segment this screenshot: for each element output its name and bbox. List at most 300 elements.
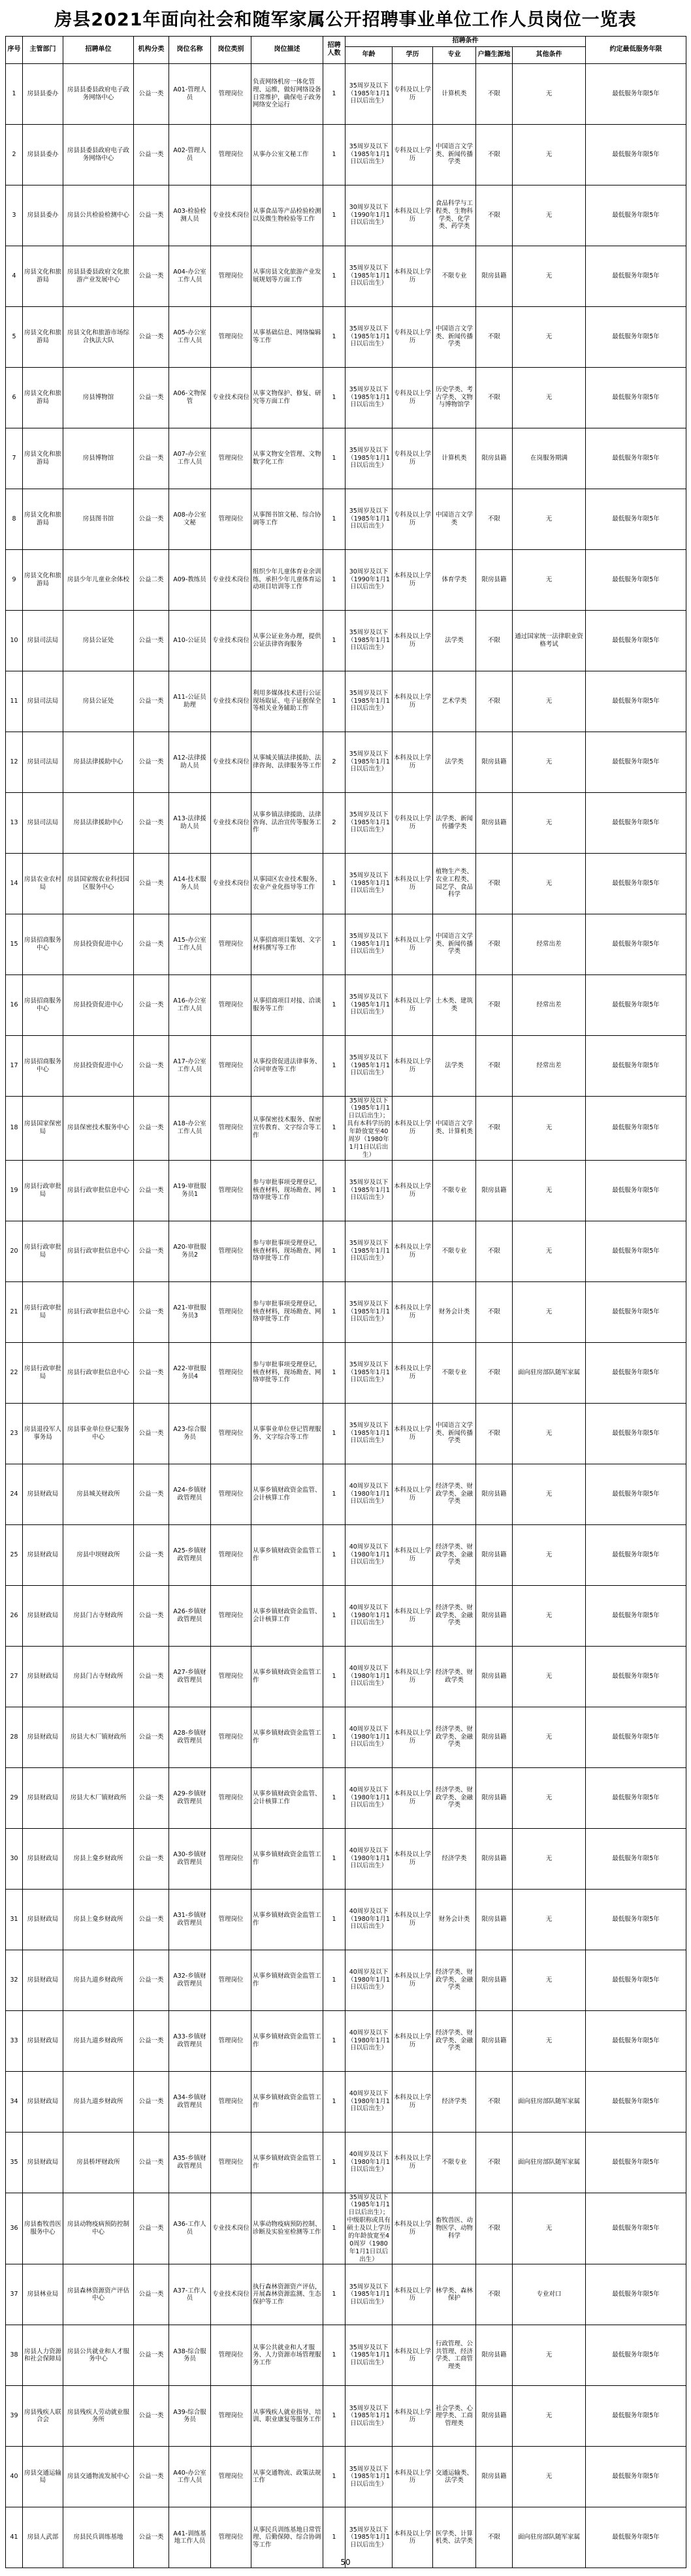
- cell-age: 40周岁及以下（1980年1月1日以后出生）: [346, 1889, 393, 1950]
- cell-unit: 房县博物馆: [63, 367, 134, 428]
- cell-post-name: A22-审批服务员4: [169, 1342, 211, 1403]
- cell-unit: 房县九道乡财政所: [63, 2071, 134, 2132]
- cell-post-cat: 管理岗位: [211, 1524, 251, 1585]
- cell-age: 35周岁及以下（1985年1月1日以后出生）；具有本科学历的年龄放宽至40周岁（1980年1月1日以后出生）: [346, 1096, 393, 1160]
- cell-major: 经济学类、财政学类、金融学类: [433, 1585, 476, 1646]
- cell-age: 35周岁及以下（1985年1月1日以后出生）: [346, 2447, 393, 2507]
- cell-edu: 本科及以上学历: [393, 2325, 433, 2386]
- table-row: [6, 1707, 686, 1767]
- cell-seq: 10: [6, 610, 23, 671]
- cell-edu: 本科及以上学历: [393, 1221, 433, 1281]
- cell-age: 35周岁及以下（1985年1月1日以后出生）: [346, 671, 393, 732]
- cell-count: 1: [323, 1767, 346, 1828]
- cell-dept: 房县行政审批局: [23, 1160, 63, 1221]
- cell-post-name: A36-工作人员: [169, 2193, 211, 2264]
- cell-dept: 房县招商服务中心: [23, 974, 63, 1035]
- cell-min-years: 最低服务年限5年: [586, 63, 686, 124]
- cell-count: 1: [323, 1221, 346, 1281]
- cell-dept: 房县财政局: [23, 1950, 63, 2010]
- cell-age: 35周岁及以下（1985年1月1日以后出生）: [346, 367, 393, 428]
- cell-post-name: A18-办公室工作人员: [169, 1096, 211, 1160]
- cell-age: 35周岁及以下（1985年1月1日以后出生）: [346, 2507, 393, 2568]
- cell-major: 不限专业: [433, 1221, 476, 1281]
- cell-min-years: 最低服务年限5年: [586, 1524, 686, 1585]
- cell-age: 35周岁及以下（1985年1月1日以后出生）: [346, 914, 393, 974]
- cell-dept: 房县财政局: [23, 1767, 63, 1828]
- cell-unit: 房县森林资源资产评估中心: [63, 2264, 134, 2325]
- cell-post-name: A25-乡镇财政管理员: [169, 1524, 211, 1585]
- cell-post-cat: 管理岗位: [211, 246, 251, 306]
- cell-unit: 房县公证处: [63, 610, 134, 671]
- cell-major: 经济学类: [433, 1828, 476, 1889]
- cell-post-name: A23-综合服务员: [169, 1403, 211, 1464]
- cell-edu: 本科及以上学历: [393, 2193, 433, 2264]
- cell-unit-type: 公益一类: [134, 1767, 169, 1828]
- cell-post-cat: 管理岗位: [211, 2386, 251, 2447]
- cell-major: 法学类: [433, 1035, 476, 1096]
- cell-desc: 组织少年儿童体育业余训练，承担少年儿童体育运动项目培训等工作: [251, 549, 323, 610]
- cell-min-years: 最低服务年限5年: [586, 671, 686, 732]
- cell-other: 面向驻房部队随军家属: [513, 2507, 586, 2568]
- cell-count: 1: [323, 671, 346, 732]
- cell-desc: 从事乡镇财政资金监管工作: [251, 2010, 323, 2071]
- cell-post-cat: 管理岗位: [211, 489, 251, 549]
- cell-other: 无: [513, 549, 586, 610]
- cell-unit: 房县桥坪财政所: [63, 2132, 134, 2193]
- cell-min-years: 最低服务年限5年: [586, 1889, 686, 1950]
- cell-post-cat: 管理岗位: [211, 1035, 251, 1096]
- cell-dept: 房县文化和旅游局: [23, 549, 63, 610]
- cell-post-cat: 管理岗位: [211, 1281, 251, 1342]
- cell-edu: 本科及以上学历: [393, 2507, 433, 2568]
- cell-count: 1: [323, 1096, 346, 1160]
- cell-min-years: 最低服务年限5年: [586, 246, 686, 306]
- cell-edu: 本科及以上学历: [393, 1035, 433, 1096]
- cell-post-name: A08-办公室文秘: [169, 489, 211, 549]
- cell-huji: 不限: [476, 306, 513, 367]
- cell-other: 无: [513, 792, 586, 853]
- cell-unit-type: 公益一类: [134, 1221, 169, 1281]
- cell-other: 无: [513, 1889, 586, 1950]
- cell-seq: 38: [6, 2325, 23, 2386]
- cell-min-years: 最低服务年限5年: [586, 2193, 686, 2264]
- table-row: [6, 367, 686, 428]
- cell-desc: 从事乡镇财政资金监管工作: [251, 2132, 323, 2193]
- cell-unit-type: 公益一类: [134, 2447, 169, 2507]
- cell-major: 不限专业: [433, 1160, 476, 1221]
- cell-unit: 房县行政审批信息中心: [63, 1221, 134, 1281]
- cell-post-cat: 管理岗位: [211, 1160, 251, 1221]
- cell-unit-type: 公益一类: [134, 1524, 169, 1585]
- cell-major: 林学类、森林保护: [433, 2264, 476, 2325]
- cell-unit: 房县投资促进中心: [63, 1035, 134, 1096]
- cell-other: 经常出差: [513, 974, 586, 1035]
- cell-edu: 专科及以上学历: [393, 367, 433, 428]
- cell-huji: 限房县籍: [476, 1707, 513, 1767]
- cell-other: 无: [513, 63, 586, 124]
- cell-post-name: A28-乡镇财政管理员: [169, 1707, 211, 1767]
- cell-huji: 限房县籍: [476, 2447, 513, 2507]
- cell-desc: 从事乡镇财政资金监管、会计核算工作: [251, 1464, 323, 1524]
- cell-age: 35周岁及以下（1985年1月1日以后出生）；中级职称或具有硕士及以上学历的年龄放宽至40周岁（1980年1月1日以后出生）: [346, 2193, 393, 2264]
- cell-post-cat: 专业技术岗位: [211, 185, 251, 246]
- cell-major: 中国语言文学类: [433, 489, 476, 549]
- header-unit-type: 机构分类: [134, 37, 169, 64]
- cell-post-cat: 管理岗位: [211, 1221, 251, 1281]
- cell-min-years: 最低服务年限5年: [586, 914, 686, 974]
- cell-major: 食品科学与工程类、生物科学类、化学类、药学类: [433, 185, 476, 246]
- cell-other: 面向驻房部队随军家属: [513, 2071, 586, 2132]
- cell-edu: 本科及以上学历: [393, 1707, 433, 1767]
- cell-post-cat: 专业技术岗位: [211, 671, 251, 732]
- cell-other: 无: [513, 1403, 586, 1464]
- cell-age: 35周岁及以下（1985年1月1日以后出生）: [346, 2386, 393, 2447]
- table-row: [6, 853, 686, 914]
- cell-min-years: 最低服务年限5年: [586, 185, 686, 246]
- cell-min-years: 最低服务年限5年: [586, 2507, 686, 2568]
- cell-count: 1: [323, 2264, 346, 2325]
- cell-unit-type: 公益一类: [134, 792, 169, 853]
- table-row: [6, 2010, 686, 2071]
- cell-age: 40周岁及以下（1980年1月1日以后出生）: [346, 1767, 393, 1828]
- cell-unit-type: 公益一类: [134, 2132, 169, 2193]
- cell-unit-type: 公益一类: [134, 1889, 169, 1950]
- cell-other: 无: [513, 2193, 586, 2264]
- cell-post-cat: 管理岗位: [211, 428, 251, 489]
- cell-post-cat: 专业技术岗位: [211, 792, 251, 853]
- table-row: [6, 1646, 686, 1707]
- table-row: [6, 63, 686, 124]
- cell-dept: 房县残疾人联合会: [23, 2386, 63, 2447]
- cell-count: 1: [323, 1281, 346, 1342]
- cell-unit-type: 公益一类: [134, 1403, 169, 1464]
- cell-huji: 限房县籍: [476, 1767, 513, 1828]
- cell-huji: 不限: [476, 1403, 513, 1464]
- cell-post-cat: 管理岗位: [211, 1342, 251, 1403]
- header-min-years: 约定最低服务年限: [586, 37, 686, 64]
- cell-other: 无: [513, 2325, 586, 2386]
- cell-edu: 专科及以上学历: [393, 428, 433, 489]
- page-title: 房县2021年面向社会和随军家属公开招聘事业单位工作人员岗位一览表: [54, 10, 637, 30]
- table-row: [6, 1828, 686, 1889]
- cell-other: 无: [513, 185, 586, 246]
- cell-other: 无: [513, 1221, 586, 1281]
- cell-huji: 不限: [476, 610, 513, 671]
- cell-dept: 房县财政局: [23, 1889, 63, 1950]
- cell-seq: 37: [6, 2264, 23, 2325]
- cell-edu: 本科及以上学历: [393, 2386, 433, 2447]
- cell-huji: 不限: [476, 1342, 513, 1403]
- cell-huji: 限房县籍: [476, 732, 513, 792]
- cell-unit: 房县保密技术服务中心: [63, 1096, 134, 1160]
- cell-min-years: 最低服务年限5年: [586, 974, 686, 1035]
- cell-count: 1: [323, 2386, 346, 2447]
- cell-unit-type: 公益一类: [134, 1646, 169, 1707]
- cell-count: 1: [323, 489, 346, 549]
- cell-post-cat: 管理岗位: [211, 2325, 251, 2386]
- cell-huji: 不限: [476, 367, 513, 428]
- cell-post-cat: 专业技术岗位: [211, 853, 251, 914]
- cell-unit-type: 公益一类: [134, 2264, 169, 2325]
- table-body: [6, 63, 686, 2568]
- cell-desc: 从事办公室文秘工作: [251, 124, 323, 185]
- cell-huji: 限房县籍: [476, 1524, 513, 1585]
- cell-huji: 不限: [476, 974, 513, 1035]
- cell-seq: 1: [6, 63, 23, 124]
- cell-post-cat: 管理岗位: [211, 306, 251, 367]
- header-other: 其他条件: [513, 46, 586, 63]
- cell-desc: 从事交通物流、政策法规工作: [251, 2447, 323, 2507]
- cell-unit-type: 公益一类: [134, 914, 169, 974]
- cell-seq: 33: [6, 2010, 23, 2071]
- cell-min-years: 最低服务年限5年: [586, 853, 686, 914]
- cell-dept: 房县财政局: [23, 1524, 63, 1585]
- header-unit: 招聘单位: [63, 37, 134, 64]
- cell-min-years: 最低服务年限5年: [586, 610, 686, 671]
- cell-age: 35周岁及以下（1985年1月1日以后出生）: [346, 1403, 393, 1464]
- cell-unit: 房县县委县政府电子政务网络中心: [63, 124, 134, 185]
- cell-unit: 房县公证处: [63, 671, 134, 732]
- cell-desc: 从事残疾人就业指导、培训、职业康复等服务工作: [251, 2386, 323, 2447]
- cell-age: 35周岁及以下（1985年1月1日以后出生）: [346, 1221, 393, 1281]
- cell-edu: 本科及以上学历: [393, 2447, 433, 2507]
- cell-huji: 限房县籍: [476, 428, 513, 489]
- cell-seq: 25: [6, 1524, 23, 1585]
- cell-age: 40周岁及以下（1980年1月1日以后出生）: [346, 2071, 393, 2132]
- cell-min-years: 最低服务年限5年: [586, 1342, 686, 1403]
- cell-unit: 房县上龛乡财政所: [63, 1828, 134, 1889]
- cell-huji: 不限: [476, 2507, 513, 2568]
- cell-unit: 房县行政审批信息中心: [63, 1281, 134, 1342]
- cell-unit-type: 公益一类: [134, 1707, 169, 1767]
- cell-other: 无: [513, 1524, 586, 1585]
- cell-post-name: A39-综合服务员: [169, 2386, 211, 2447]
- table-row: [6, 1096, 686, 1160]
- cell-huji: 不限: [476, 1096, 513, 1160]
- table-row: [6, 428, 686, 489]
- cell-edu: 本科及以上学历: [393, 1950, 433, 2010]
- cell-age: 35周岁及以下（1985年1月1日以后出生）: [346, 1281, 393, 1342]
- cell-huji: 不限: [476, 914, 513, 974]
- cell-unit-type: 公益一类: [134, 1464, 169, 1524]
- cell-count: 1: [323, 1707, 346, 1767]
- cell-age: 35周岁及以下（1985年1月1日以后出生）: [346, 306, 393, 367]
- table-row: [6, 124, 686, 185]
- cell-age: 35周岁及以下（1985年1月1日以后出生）: [346, 792, 393, 853]
- cell-post-name: A34-乡镇财政管理员: [169, 2071, 211, 2132]
- cell-count: 1: [323, 2507, 346, 2568]
- cell-age: 40周岁及以下（1980年1月1日以后出生）: [346, 1524, 393, 1585]
- cell-major: 中国语言文学类、新闻传播学类: [433, 914, 476, 974]
- cell-edu: 本科及以上学历: [393, 1767, 433, 1828]
- cell-edu: 本科及以上学历: [393, 1281, 433, 1342]
- cell-seq: 24: [6, 1464, 23, 1524]
- cell-edu: 本科及以上学历: [393, 914, 433, 974]
- cell-major: 历史学类、考古学类、文物与博物馆学: [433, 367, 476, 428]
- cell-unit: 房县博物馆: [63, 428, 134, 489]
- cell-dept: 房县国家保密局: [23, 1096, 63, 1160]
- cell-post-cat: 专业技术岗位: [211, 549, 251, 610]
- cell-edu: 本科及以上学历: [393, 1342, 433, 1403]
- cell-unit: 房县大木厂镇财政所: [63, 1707, 134, 1767]
- cell-unit-type: 公益一类: [134, 671, 169, 732]
- cell-edu: 专科及以上学历: [393, 489, 433, 549]
- cell-seq: 4: [6, 246, 23, 306]
- cell-huji: 限房县籍: [476, 549, 513, 610]
- cell-dept: 房县文化和旅游局: [23, 489, 63, 549]
- cell-desc: 从事城关镇法律援助、法律咨询、法律服务等工作: [251, 732, 323, 792]
- cell-age: 30周岁及以下（1990年1月1日以后出生）: [346, 549, 393, 610]
- cell-post-name: A20-审批服务员2: [169, 1221, 211, 1281]
- cell-age: 35周岁及以下（1985年1月1日以后出生）: [346, 2325, 393, 2386]
- cell-post-cat: 管理岗位: [211, 1096, 251, 1160]
- cell-unit-type: 公益一类: [134, 2010, 169, 2071]
- cell-dept: 房县财政局: [23, 2071, 63, 2132]
- cell-min-years: 最低服务年限5年: [586, 428, 686, 489]
- cell-edu: 专科及以上学历: [393, 124, 433, 185]
- cell-post-cat: 管理岗位: [211, 2071, 251, 2132]
- cell-huji: 限房县籍: [476, 1646, 513, 1707]
- cell-post-name: A07-办公室工作人员: [169, 428, 211, 489]
- cell-unit-type: 公益二类: [134, 549, 169, 610]
- cell-edu: 本科及以上学历: [393, 1403, 433, 1464]
- cell-count: 1: [323, 1524, 346, 1585]
- cell-post-name: A11-公证员助理: [169, 671, 211, 732]
- cell-edu: 本科及以上学历: [393, 1096, 433, 1160]
- cell-edu: 本科及以上学历: [393, 1585, 433, 1646]
- cell-major: 财务会计类: [433, 1889, 476, 1950]
- cell-huji: 限房县籍: [476, 792, 513, 853]
- cell-min-years: 最低服务年限5年: [586, 1160, 686, 1221]
- cell-post-name: A38-综合服务员: [169, 2325, 211, 2386]
- cell-desc: 从事乡镇财政资金监管、会计核算工作: [251, 1585, 323, 1646]
- cell-post-cat: 管理岗位: [211, 1828, 251, 1889]
- cell-dept: 房县文化和旅游局: [23, 246, 63, 306]
- cell-other: 无: [513, 246, 586, 306]
- cell-desc: 参与审批事项受理登记，核查材料，现场勘查、网络审批等工作: [251, 1221, 323, 1281]
- cell-count: 1: [323, 246, 346, 306]
- cell-post-name: A17-办公室工作人员: [169, 1035, 211, 1096]
- cell-other: 无: [513, 1707, 586, 1767]
- cell-desc: 从事文物保护、修复、研究等方面工作: [251, 367, 323, 428]
- cell-unit: 房县投资促进中心: [63, 974, 134, 1035]
- cell-other: 无: [513, 367, 586, 428]
- cell-post-cat: 专业技术岗位: [211, 732, 251, 792]
- cell-seq: 14: [6, 853, 23, 914]
- cell-huji: 限房县籍: [476, 2010, 513, 2071]
- cell-seq: 12: [6, 732, 23, 792]
- cell-other: 经常出差: [513, 1035, 586, 1096]
- cell-major: 中国语言文学类、计算机类: [433, 1096, 476, 1160]
- cell-desc: 从事乡镇财政资金监管、会计核算工作: [251, 1767, 323, 1828]
- cell-huji: 限房县籍: [476, 2325, 513, 2386]
- cell-unit: 房县县委县政府电子政务网络中心: [63, 63, 134, 124]
- cell-desc: 从事乡镇财政资金监管工作: [251, 1828, 323, 1889]
- cell-post-name: A03-检验检测人员: [169, 185, 211, 246]
- cell-desc: 参与审批事项受理登记，核查材料，现场勘查、网络审批等工作: [251, 1342, 323, 1403]
- cell-major: 经济学类、财政学类、金融学类: [433, 1524, 476, 1585]
- cell-age: 35周岁及以下（1985年1月1日以后出生）: [346, 428, 393, 489]
- cell-min-years: 最低服务年限5年: [586, 1767, 686, 1828]
- cell-min-years: 最低服务年限5年: [586, 2010, 686, 2071]
- cell-post-cat: 专业技术岗位: [211, 367, 251, 428]
- cell-desc: 从事乡镇财政资金监管工作: [251, 1524, 323, 1585]
- header-major: 专业: [433, 46, 476, 63]
- cell-unit-type: 公益一类: [134, 1342, 169, 1403]
- cell-dept: 房县文化和旅游局: [23, 428, 63, 489]
- cell-desc: 从事食品等产品检验检测以及微生物检验等工作: [251, 185, 323, 246]
- cell-desc: 从事动物疫病预防控制、诊断及实验室检测等工作: [251, 2193, 323, 2264]
- cell-seq: 9: [6, 549, 23, 610]
- cell-seq: 31: [6, 1889, 23, 1950]
- cell-desc: 从事公共就业和人才服务、人力资源市场管理服务工作: [251, 2325, 323, 2386]
- cell-other: 无: [513, 1950, 586, 2010]
- cell-post-cat: 管理岗位: [211, 1403, 251, 1464]
- cell-post-cat: 专业技术岗位: [211, 2264, 251, 2325]
- header-age: 年龄: [346, 46, 393, 63]
- header-desc: 岗位描述: [251, 37, 323, 64]
- table-row: [6, 1403, 686, 1464]
- cell-huji: 不限: [476, 2193, 513, 2264]
- header-seq: 序号: [6, 37, 23, 64]
- cell-desc: 从事文物安全管理、文物数字化工作: [251, 428, 323, 489]
- cell-huji: 不限: [476, 2071, 513, 2132]
- cell-desc: 利用多媒体技术进行公证现场取证、电子证据保全等相关业务辅助工作: [251, 671, 323, 732]
- cell-edu: 专科及以上学历: [393, 792, 433, 853]
- table-row: [6, 489, 686, 549]
- cell-major: 交通运输类、法学类: [433, 2447, 476, 2507]
- cell-edu: 本科及以上学历: [393, 2071, 433, 2132]
- cell-other: 无: [513, 489, 586, 549]
- cell-other: 专业对口: [513, 2264, 586, 2325]
- table-row: [6, 1281, 686, 1342]
- cell-major: 不限专业: [433, 2132, 476, 2193]
- cell-other: 无: [513, 853, 586, 914]
- cell-dept: 房县退役军人事务局: [23, 1403, 63, 1464]
- cell-count: 1: [323, 428, 346, 489]
- cell-unit-type: 公益一类: [134, 974, 169, 1035]
- cell-unit-type: 公益一类: [134, 1281, 169, 1342]
- cell-count: 1: [323, 1828, 346, 1889]
- cell-count: 1: [323, 2447, 346, 2507]
- cell-edu: 本科及以上学历: [393, 246, 433, 306]
- cell-seq: 21: [6, 1281, 23, 1342]
- cell-unit-type: 公益一类: [134, 428, 169, 489]
- cell-other: 无: [513, 2386, 586, 2447]
- header-count: 招聘人数: [323, 37, 346, 64]
- cell-unit-type: 公益一类: [134, 63, 169, 124]
- cell-other: 无: [513, 124, 586, 185]
- cell-post-cat: 管理岗位: [211, 124, 251, 185]
- cell-unit: 房县门古寺财政所: [63, 1585, 134, 1646]
- cell-huji: 不限: [476, 1035, 513, 1096]
- cell-unit-type: 公益一类: [134, 2193, 169, 2264]
- table-row: [6, 1585, 686, 1646]
- cell-unit: 房县行政审批信息中心: [63, 1160, 134, 1221]
- cell-other: 无: [513, 1281, 586, 1342]
- cell-unit-type: 公益一类: [134, 1035, 169, 1096]
- cell-major: 体育学类: [433, 549, 476, 610]
- cell-edu: 本科及以上学历: [393, 1464, 433, 1524]
- cell-dept: 房县财政局: [23, 2132, 63, 2193]
- cell-count: 1: [323, 1403, 346, 1464]
- cell-unit-type: 公益一类: [134, 489, 169, 549]
- cell-min-years: 最低服务年限5年: [586, 1828, 686, 1889]
- cell-dept: 房县财政局: [23, 1585, 63, 1646]
- cell-age: 40周岁及以下（1980年1月1日以后出生）: [346, 2132, 393, 2193]
- cell-other: 无: [513, 1160, 586, 1221]
- cell-age: 35周岁及以下（1985年1月1日以后出生）: [346, 1035, 393, 1096]
